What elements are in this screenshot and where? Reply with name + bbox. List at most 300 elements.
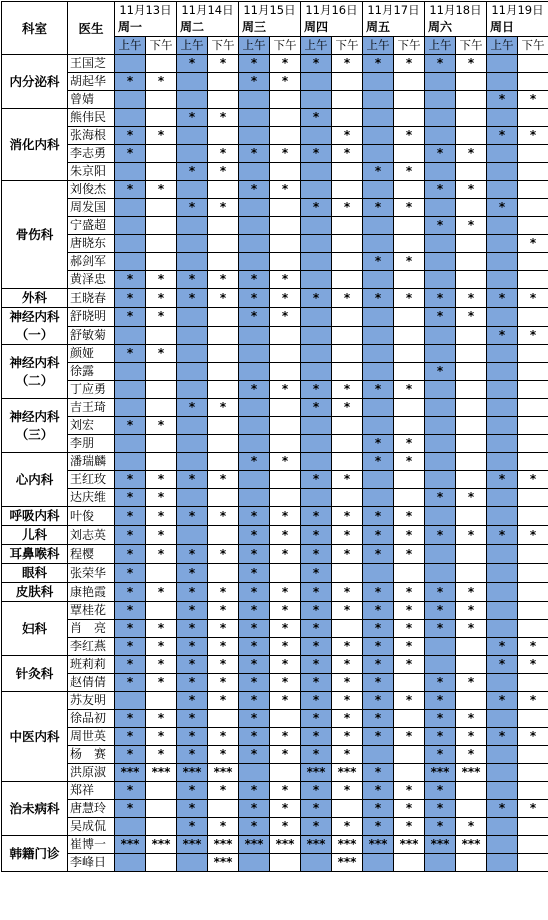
afternoon-slot	[518, 854, 548, 872]
morning-slot	[363, 217, 394, 235]
morning-slot	[177, 253, 208, 271]
morning-slot: *	[301, 564, 332, 583]
morning-slot	[425, 253, 456, 271]
afternoon-slot: *	[146, 545, 177, 564]
morning-slot: *	[177, 507, 208, 526]
morning-slot	[363, 127, 394, 145]
afternoon-slot	[456, 545, 487, 564]
doctor-row	[2, 545, 548, 564]
doctor-name: 唐慧玲	[68, 800, 115, 818]
doctor-name: 徐露	[68, 363, 115, 381]
morning-slot	[425, 545, 456, 564]
morning-slot: *	[239, 181, 270, 199]
afternoon-slot	[456, 564, 487, 583]
department-name: 骨伤科	[2, 181, 68, 289]
afternoon-slot	[394, 417, 425, 435]
afternoon-slot: *	[270, 818, 301, 836]
afternoon-slot: *	[208, 55, 239, 73]
morning-slot	[487, 163, 518, 181]
afternoon-slot	[208, 800, 239, 818]
doctor-name: 舒晓明	[68, 308, 115, 327]
morning-slot: *	[301, 692, 332, 710]
afternoon-slot: *	[208, 289, 239, 308]
morning-slot	[239, 489, 270, 507]
afternoon-slot: *	[394, 818, 425, 836]
morning-slot: ***	[239, 836, 270, 854]
morning-slot	[239, 399, 270, 417]
doctor-column-header: 医生	[68, 2, 115, 55]
morning-slot: *	[363, 381, 394, 399]
afternoon-slot	[518, 55, 548, 73]
afternoon-slot: *	[518, 692, 548, 710]
morning-slot	[177, 235, 208, 253]
afternoon-slot	[394, 399, 425, 417]
afternoon-slot	[146, 145, 177, 163]
morning-slot: *	[363, 163, 394, 181]
morning-slot	[239, 435, 270, 453]
department-name: 妇科	[2, 602, 68, 656]
afternoon-slot	[332, 345, 363, 363]
afternoon-slot	[146, 55, 177, 73]
morning-slot: *	[425, 489, 456, 507]
afternoon-slot	[456, 163, 487, 181]
morning-slot: *	[363, 507, 394, 526]
afternoon-slot: *	[394, 692, 425, 710]
morning-slot: *	[177, 545, 208, 564]
afternoon-slot: *	[456, 818, 487, 836]
department-name: 心内科	[2, 453, 68, 507]
morning-slot: *	[363, 656, 394, 674]
morning-slot	[177, 435, 208, 453]
morning-slot: *	[239, 692, 270, 710]
afternoon-slot	[518, 417, 548, 435]
morning-slot: *	[301, 583, 332, 602]
afternoon-slot	[146, 453, 177, 471]
afternoon-slot: *	[146, 710, 177, 728]
morning-slot: *	[115, 507, 146, 526]
doctor-name: 周世英	[68, 728, 115, 746]
morning-slot: *	[115, 417, 146, 435]
morning-slot	[487, 345, 518, 363]
morning-slot: *	[363, 782, 394, 800]
doctor-row	[2, 526, 548, 545]
afternoon-slot	[270, 163, 301, 181]
morning-slot: *	[363, 764, 394, 782]
morning-slot	[239, 91, 270, 109]
morning-slot	[177, 127, 208, 145]
afternoon-slot	[518, 109, 548, 127]
morning-slot	[425, 91, 456, 109]
afternoon-slot: *	[270, 674, 301, 692]
morning-slot	[363, 471, 394, 489]
morning-slot	[115, 326, 146, 345]
afternoon-slot	[518, 271, 548, 289]
morning-slot: *	[115, 345, 146, 363]
doctor-row	[2, 656, 548, 674]
afternoon-slot: *	[456, 289, 487, 308]
morning-slot: *	[177, 163, 208, 181]
doctor-name: 王晓春	[68, 289, 115, 308]
afternoon-slot	[518, 453, 548, 471]
morning-slot: *	[239, 583, 270, 602]
morning-slot	[487, 55, 518, 73]
am-header: 上午	[177, 37, 208, 55]
morning-slot: *	[177, 602, 208, 620]
afternoon-slot: *	[394, 656, 425, 674]
am-header: 上午	[239, 37, 270, 55]
morning-slot: *	[177, 800, 208, 818]
afternoon-slot	[394, 489, 425, 507]
doctor-name: 李红燕	[68, 638, 115, 656]
afternoon-slot: *	[208, 507, 239, 526]
afternoon-slot	[208, 363, 239, 381]
afternoon-slot: *	[332, 545, 363, 564]
morning-slot: *	[115, 728, 146, 746]
morning-slot: *	[363, 199, 394, 217]
doctor-row	[2, 127, 548, 145]
afternoon-slot: ***	[394, 836, 425, 854]
afternoon-slot: *	[270, 73, 301, 91]
afternoon-slot: *	[270, 746, 301, 764]
morning-slot	[301, 235, 332, 253]
afternoon-slot	[146, 782, 177, 800]
afternoon-slot	[518, 145, 548, 163]
morning-slot	[239, 363, 270, 381]
afternoon-slot: *	[208, 545, 239, 564]
morning-slot	[177, 854, 208, 872]
doctor-row	[2, 253, 548, 271]
afternoon-slot	[270, 363, 301, 381]
afternoon-slot: *	[332, 602, 363, 620]
afternoon-slot: ***	[332, 836, 363, 854]
department-name: 针灸科	[2, 656, 68, 692]
weekday-header: 周五	[363, 19, 425, 37]
afternoon-slot: *	[332, 692, 363, 710]
afternoon-slot	[332, 620, 363, 638]
afternoon-slot	[270, 235, 301, 253]
doctor-row	[2, 507, 548, 526]
afternoon-slot: *	[146, 345, 177, 363]
afternoon-slot	[394, 363, 425, 381]
doctor-row	[2, 381, 548, 399]
afternoon-slot: *	[456, 583, 487, 602]
morning-slot	[487, 564, 518, 583]
doctor-name: 李朋	[68, 435, 115, 453]
morning-slot: *	[487, 638, 518, 656]
doctor-row	[2, 674, 548, 692]
doctor-row	[2, 55, 548, 73]
afternoon-slot: *	[518, 638, 548, 656]
afternoon-slot: *	[270, 545, 301, 564]
morning-slot: *	[177, 782, 208, 800]
morning-slot	[487, 181, 518, 199]
morning-slot	[239, 235, 270, 253]
schedule-body	[2, 55, 548, 872]
doctor-row	[2, 782, 548, 800]
afternoon-slot	[208, 253, 239, 271]
doctor-name: 王红玫	[68, 471, 115, 489]
morning-slot	[487, 818, 518, 836]
morning-slot	[115, 854, 146, 872]
am-header: 上午	[363, 37, 394, 55]
afternoon-slot	[270, 854, 301, 872]
morning-slot: *	[115, 746, 146, 764]
morning-slot: *	[301, 656, 332, 674]
morning-slot: *	[425, 782, 456, 800]
morning-slot	[115, 163, 146, 181]
afternoon-slot	[270, 217, 301, 235]
morning-slot: *	[363, 818, 394, 836]
afternoon-slot: *	[332, 127, 363, 145]
afternoon-slot: ***	[332, 854, 363, 872]
afternoon-slot	[456, 345, 487, 363]
afternoon-slot	[208, 564, 239, 583]
morning-slot	[177, 453, 208, 471]
afternoon-slot: *	[518, 91, 548, 109]
morning-slot: *	[425, 800, 456, 818]
afternoon-slot	[518, 345, 548, 363]
morning-slot: *	[239, 674, 270, 692]
afternoon-slot: *	[270, 308, 301, 327]
doctor-row	[2, 163, 548, 181]
afternoon-slot: *	[146, 471, 177, 489]
afternoon-slot	[208, 235, 239, 253]
morning-slot	[487, 217, 518, 235]
afternoon-slot: *	[394, 526, 425, 545]
afternoon-slot: *	[270, 381, 301, 399]
morning-slot	[115, 235, 146, 253]
afternoon-slot	[456, 417, 487, 435]
afternoon-slot	[146, 564, 177, 583]
department-name: 韩籍门诊	[2, 836, 68, 872]
doctor-name: 朱京阳	[68, 163, 115, 181]
morning-slot: *	[487, 728, 518, 746]
afternoon-slot: *	[208, 728, 239, 746]
morning-slot: *	[363, 453, 394, 471]
am-header: 上午	[487, 37, 518, 55]
morning-slot	[425, 326, 456, 345]
doctor-row	[2, 435, 548, 453]
afternoon-slot	[146, 326, 177, 345]
afternoon-slot: *	[208, 602, 239, 620]
afternoon-slot: *	[518, 471, 548, 489]
afternoon-slot	[270, 471, 301, 489]
doctor-row	[2, 583, 548, 602]
afternoon-slot	[456, 782, 487, 800]
doctor-row	[2, 235, 548, 253]
morning-slot	[301, 271, 332, 289]
morning-slot: *	[115, 674, 146, 692]
department-name: 眼科	[2, 564, 68, 583]
morning-slot: *	[177, 674, 208, 692]
morning-slot: *	[363, 638, 394, 656]
afternoon-slot	[332, 453, 363, 471]
morning-slot: *	[425, 363, 456, 381]
morning-slot	[239, 253, 270, 271]
afternoon-slot	[270, 489, 301, 507]
date-header: 11月15日	[239, 2, 301, 20]
morning-slot	[363, 326, 394, 345]
afternoon-slot	[518, 253, 548, 271]
afternoon-slot: *	[394, 435, 425, 453]
afternoon-slot: *	[394, 253, 425, 271]
morning-slot	[487, 109, 518, 127]
morning-slot: *	[239, 638, 270, 656]
afternoon-slot	[208, 453, 239, 471]
doctor-name: 张荣华	[68, 564, 115, 583]
afternoon-slot	[394, 271, 425, 289]
afternoon-slot	[146, 818, 177, 836]
department-name: 耳鼻喉科	[2, 545, 68, 564]
morning-slot	[363, 746, 394, 764]
doctor-row	[2, 289, 548, 308]
morning-slot	[363, 235, 394, 253]
morning-slot	[487, 308, 518, 327]
morning-slot: *	[115, 545, 146, 564]
doctor-schedule-table	[1, 1, 548, 872]
morning-slot	[487, 271, 518, 289]
afternoon-slot: *	[332, 583, 363, 602]
afternoon-slot	[270, 199, 301, 217]
afternoon-slot	[394, 854, 425, 872]
am-header: 上午	[425, 37, 456, 55]
afternoon-slot	[518, 782, 548, 800]
morning-slot: *	[239, 507, 270, 526]
afternoon-slot	[518, 507, 548, 526]
afternoon-slot: *	[270, 620, 301, 638]
afternoon-slot: *	[146, 417, 177, 435]
morning-slot	[363, 564, 394, 583]
afternoon-slot	[332, 163, 363, 181]
afternoon-slot: *	[146, 308, 177, 327]
morning-slot: *	[363, 620, 394, 638]
afternoon-slot	[146, 854, 177, 872]
morning-slot	[487, 253, 518, 271]
morning-slot: *	[425, 692, 456, 710]
afternoon-slot: *	[332, 289, 363, 308]
morning-slot: *	[177, 289, 208, 308]
afternoon-slot	[518, 399, 548, 417]
weekday-header: 周日	[487, 19, 548, 37]
department-name: 儿科	[2, 526, 68, 545]
morning-slot: *	[363, 583, 394, 602]
afternoon-slot	[270, 435, 301, 453]
morning-slot: *	[177, 199, 208, 217]
morning-slot	[425, 638, 456, 656]
pm-header: 下午	[208, 37, 239, 55]
morning-slot: *	[301, 471, 332, 489]
afternoon-slot: *	[394, 620, 425, 638]
afternoon-slot	[146, 363, 177, 381]
afternoon-slot	[146, 109, 177, 127]
morning-slot	[487, 620, 518, 638]
morning-slot: *	[487, 471, 518, 489]
morning-slot	[425, 435, 456, 453]
afternoon-slot: *	[332, 381, 363, 399]
morning-slot: *	[177, 564, 208, 583]
morning-slot	[115, 692, 146, 710]
morning-slot	[177, 363, 208, 381]
afternoon-slot	[146, 235, 177, 253]
morning-slot	[363, 73, 394, 91]
morning-slot	[487, 602, 518, 620]
afternoon-slot	[332, 109, 363, 127]
doctor-row	[2, 345, 548, 363]
morning-slot: *	[301, 710, 332, 728]
morning-slot: *	[425, 181, 456, 199]
department-name: 神经内科（一）	[2, 308, 68, 345]
doctor-name: 赵倩倩	[68, 674, 115, 692]
afternoon-slot: *	[394, 638, 425, 656]
morning-slot: *	[115, 271, 146, 289]
morning-slot: *	[425, 728, 456, 746]
afternoon-slot: *	[208, 471, 239, 489]
morning-slot: *	[115, 710, 146, 728]
morning-slot	[487, 545, 518, 564]
doctor-name: 颜娅	[68, 345, 115, 363]
department-name: 治未病科	[2, 782, 68, 836]
afternoon-slot	[146, 435, 177, 453]
morning-slot: *	[239, 818, 270, 836]
afternoon-slot	[456, 235, 487, 253]
morning-slot: *	[239, 526, 270, 545]
doctor-row	[2, 602, 548, 620]
morning-slot: *	[239, 746, 270, 764]
date-header: 11月13日	[115, 2, 177, 20]
weekday-header: 周二	[177, 19, 239, 37]
afternoon-slot	[518, 674, 548, 692]
afternoon-slot	[208, 127, 239, 145]
morning-slot: *	[363, 526, 394, 545]
morning-slot: *	[425, 746, 456, 764]
morning-slot	[487, 235, 518, 253]
morning-slot	[425, 73, 456, 91]
doctor-name: 刘志英	[68, 526, 115, 545]
morning-slot: *	[363, 710, 394, 728]
morning-slot	[363, 109, 394, 127]
afternoon-slot	[208, 73, 239, 91]
morning-slot	[239, 163, 270, 181]
morning-slot	[177, 345, 208, 363]
morning-slot	[487, 73, 518, 91]
morning-slot: ***	[177, 836, 208, 854]
afternoon-slot: *	[394, 507, 425, 526]
morning-slot	[301, 417, 332, 435]
doctor-row	[2, 399, 548, 417]
afternoon-slot	[270, 710, 301, 728]
morning-slot: *	[177, 583, 208, 602]
afternoon-slot: *	[332, 656, 363, 674]
afternoon-slot: *	[394, 583, 425, 602]
afternoon-slot: *	[270, 782, 301, 800]
morning-slot	[487, 399, 518, 417]
morning-slot	[487, 417, 518, 435]
afternoon-slot: *	[332, 728, 363, 746]
morning-slot: *	[239, 308, 270, 327]
afternoon-slot	[146, 253, 177, 271]
morning-slot: *	[301, 602, 332, 620]
afternoon-slot: *	[146, 489, 177, 507]
morning-slot: *	[301, 620, 332, 638]
afternoon-slot: *	[518, 127, 548, 145]
afternoon-slot: *	[332, 471, 363, 489]
morning-slot: *	[239, 453, 270, 471]
afternoon-slot: *	[332, 507, 363, 526]
afternoon-slot: *	[146, 507, 177, 526]
morning-slot	[301, 435, 332, 453]
date-header: 11月17日	[363, 2, 425, 20]
afternoon-slot	[394, 746, 425, 764]
